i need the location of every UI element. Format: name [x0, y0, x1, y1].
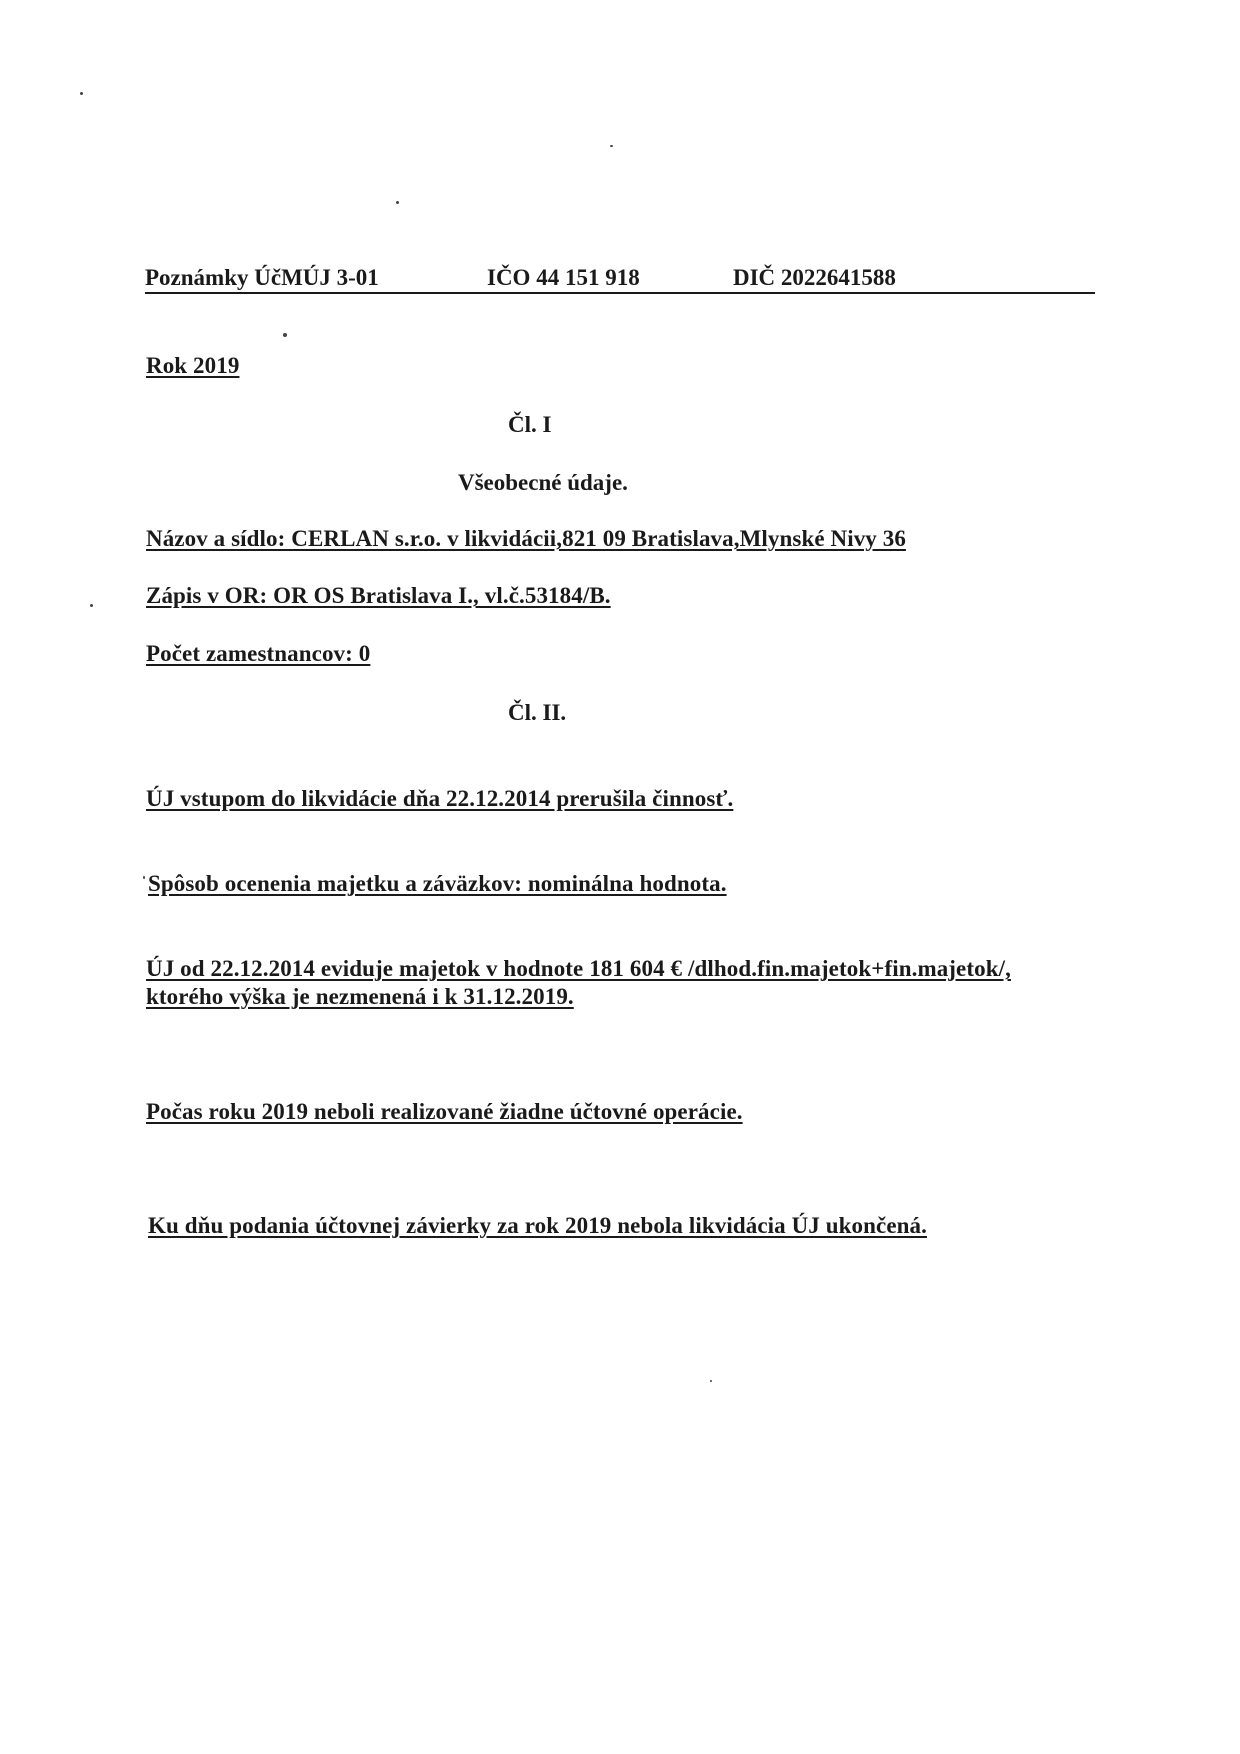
ico-number: IČO 44 151 918 — [487, 265, 640, 290]
scan-speck — [90, 604, 93, 607]
scan-speck — [283, 333, 287, 337]
dic-number: DIČ 2022641588 — [733, 265, 896, 290]
scan-speck — [143, 876, 145, 879]
name-and-seat: Názov a sídlo: CERLAN s.r.o. v likvidácii,821 09 Bratislava,Mlynské Nivy 36 — [146, 526, 906, 551]
article-2-heading: Čl. II. — [508, 700, 567, 725]
scan-speck — [80, 92, 83, 95]
employee-count: Počet zamestnancov: 0 — [146, 641, 371, 666]
year-line: Rok 2019 — [146, 353, 240, 378]
paragraph-operations: Počas roku 2019 neboli realizované žiadne účtovné operácie. — [146, 1099, 743, 1124]
article-1-subheading: Všeobecné údaje. — [458, 470, 628, 495]
paragraph-assets-line-2: ktorého výška je nezmenená i k 31.12.2019. — [146, 984, 574, 1009]
article-1-heading: Čl. I — [508, 412, 552, 437]
paragraph-closing: Ku dňu podania účtovnej závierky za rok 2019 nebola likvidácia ÚJ ukončená. — [148, 1213, 927, 1238]
scan-speck — [710, 1380, 712, 1382]
paragraph-liquidation: ÚJ vstupom do likvidácie dňa 22.12.2014 prerušila činnosť. — [146, 786, 734, 811]
paragraph-valuation: Spôsob ocenenia majetku a záväzkov: nominálna hodnota. — [148, 871, 727, 896]
scan-speck — [396, 201, 399, 204]
scan-speck — [610, 145, 613, 147]
doc-label: Poznámky ÚčMÚJ 3-01 — [145, 265, 379, 290]
registry-entry: Zápis v OR: OR OS Bratislava I., vl.č.53184/B. — [146, 583, 611, 608]
document-header — [145, 262, 1095, 294]
paragraph-assets-line-1: ÚJ od 22.12.2014 eviduje majetok v hodnote 181 604 € /dlhod.fin.majetok+fin.majetok/, — [146, 956, 1011, 981]
